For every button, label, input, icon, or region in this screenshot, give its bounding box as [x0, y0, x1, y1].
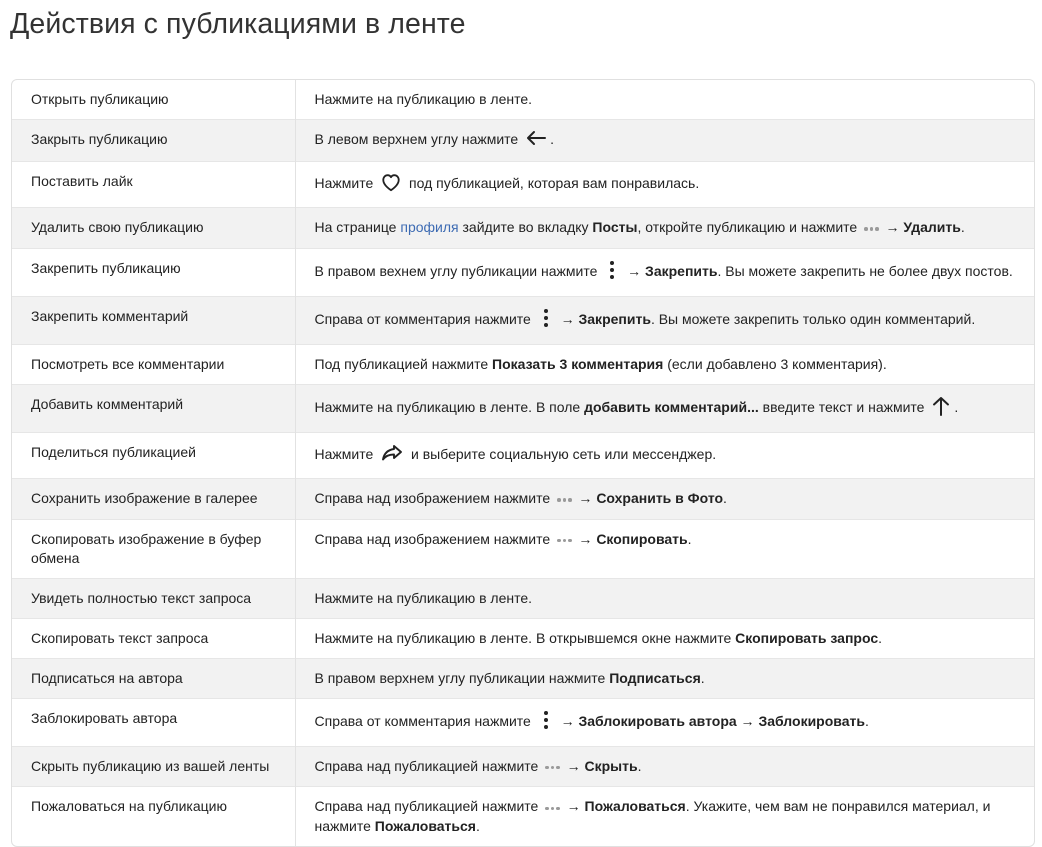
description-text: Справа от комментария нажмите	[314, 712, 535, 729]
description-text: и выберите социальную сеть или мессенджер.	[407, 446, 717, 462]
description-cell	[295, 120, 1034, 162]
description-text: , откройте публикацию и нажмите	[637, 219, 862, 235]
description-text: →	[574, 489, 597, 506]
description-text: Нажмите на публикацию в ленте.	[314, 91, 533, 107]
ui-element-name: Подписаться	[609, 669, 701, 686]
description-cell	[295, 432, 1034, 478]
description-text: (если добавлено 3 комментария).	[663, 355, 887, 372]
description-text: зайдите во вкладку	[458, 219, 593, 235]
description-cell	[295, 658, 1034, 698]
description-text: →	[623, 263, 646, 279]
table-row	[12, 578, 1034, 618]
description-text: Справа над изображением нажмите	[314, 489, 555, 506]
more-horizontal-icon	[544, 798, 561, 817]
description-cell	[295, 248, 1034, 296]
table-row	[12, 519, 1034, 578]
more-horizontal-icon	[556, 490, 573, 509]
action-cell: Посмотреть все комментарии	[12, 344, 295, 384]
description-text: введите текст и нажмите	[758, 399, 929, 415]
description-text: В правом верхнем углу публикации нажмите	[314, 669, 610, 686]
description-cell	[295, 208, 1034, 249]
more-vertical-icon	[538, 709, 554, 736]
description-text: →	[574, 530, 597, 547]
description-text: Нажмите	[314, 446, 378, 462]
table-row	[12, 344, 1034, 384]
description-text: Нажмите на публикацию в ленте. В поле	[314, 399, 585, 415]
description-text: →	[562, 798, 585, 815]
ui-element-name: Скопировать запрос	[735, 629, 879, 646]
action-cell: Открыть публикацию	[12, 80, 295, 120]
description-text: Справа над публикацией нажмите	[314, 798, 543, 815]
table-row	[12, 432, 1034, 478]
description-text: . Вы можете закрепить только один комментарий.	[650, 311, 976, 327]
description-text: →	[562, 757, 585, 774]
arrow-left-icon	[525, 130, 547, 151]
action-cell: Сохранить изображение в галерее	[12, 478, 295, 519]
share-icon	[380, 443, 404, 468]
action-cell: Скопировать текст запроса	[12, 618, 295, 658]
table-row	[12, 80, 1034, 120]
description-text: Нажмите на публикацию в ленте. В открывшемся окне нажмите	[314, 629, 736, 646]
table-row	[12, 658, 1034, 698]
ui-element-name: Заблокировать автора	[578, 712, 737, 729]
table-row	[12, 746, 1034, 787]
action-cell: Скопировать изображение в буфер обмена	[12, 519, 295, 578]
description-text: На странице	[314, 219, 401, 235]
ui-element-name: Сохранить в Фото	[596, 489, 724, 506]
more-horizontal-icon	[863, 219, 880, 238]
description-text: .	[864, 712, 869, 729]
ui-element-name: Посты	[592, 219, 638, 235]
description-text: В левом верхнем углу нажмите	[314, 131, 523, 148]
page-title: Действия с публикациями в ленте	[10, 8, 466, 40]
description-text: .	[550, 131, 554, 148]
action-cell: Закрепить публикацию	[12, 248, 295, 296]
actions-table-body	[12, 80, 1034, 846]
action-cell: Удалить свою публикацию	[12, 208, 295, 249]
actions-table	[11, 79, 1035, 847]
action-cell: Увидеть полностью текст запроса	[12, 578, 295, 618]
profile-link[interactable]: профиля	[400, 219, 459, 235]
heart-icon	[380, 172, 402, 197]
description-cell	[295, 698, 1034, 746]
action-cell: Скрыть публикацию из вашей ленты	[12, 746, 295, 787]
description-text: .	[954, 399, 959, 415]
description-cell	[295, 578, 1034, 618]
description-text: под публикацией, которая вам понравилась.	[405, 175, 700, 192]
ui-element-name: Пожаловаться	[584, 798, 686, 815]
description-text: Справа над публикацией нажмите	[314, 757, 543, 774]
ui-element-name: Удалить	[903, 219, 961, 235]
description-text: →	[556, 712, 579, 729]
description-cell	[295, 478, 1034, 519]
description-text: →	[736, 712, 759, 729]
arrow-up-icon	[931, 395, 951, 422]
action-cell: Пожаловаться на публикацию	[12, 787, 295, 846]
table-row	[12, 698, 1034, 746]
action-cell: Добавить комментарий	[12, 384, 295, 432]
more-horizontal-icon	[544, 757, 561, 776]
description-text: . Укажите, чем вам не понравился материал, и нажмите	[314, 798, 991, 835]
description-text: →	[556, 311, 579, 327]
ui-element-name: Заблокировать	[758, 712, 865, 729]
description-text: →	[881, 219, 904, 235]
action-cell: Закрепить комментарий	[12, 296, 295, 344]
table-row	[12, 248, 1034, 296]
table-row	[12, 618, 1034, 658]
description-cell	[295, 296, 1034, 344]
description-text: Под публикацией нажмите	[314, 355, 493, 372]
table-row	[12, 208, 1034, 249]
description-cell	[295, 80, 1034, 120]
description-cell	[295, 384, 1034, 432]
ui-element-name: Скрыть	[584, 757, 638, 774]
description-text: Нажмите на публикацию в ленте.	[314, 589, 533, 606]
ui-element-name: Пожаловаться	[374, 818, 476, 835]
description-text: .	[475, 818, 480, 835]
ui-element-name: добавить комментарий...	[584, 399, 759, 415]
ui-element-name: Скопировать	[596, 530, 688, 547]
ui-element-name: Закрепить	[645, 263, 718, 279]
description-cell	[295, 162, 1034, 208]
table-row	[12, 162, 1034, 208]
action-cell: Поставить лайк	[12, 162, 295, 208]
action-cell: Подписаться на автора	[12, 658, 295, 698]
description-cell	[295, 787, 1034, 846]
description-text: . Вы можете закрепить не более двух постов.	[717, 263, 1013, 279]
description-text: В правом вехнем углу публикации нажмите	[314, 263, 602, 279]
description-cell	[295, 519, 1034, 578]
description-text: Справа от комментария нажмите	[314, 311, 535, 327]
action-cell: Поделиться публикацией	[12, 432, 295, 478]
more-horizontal-icon	[556, 530, 573, 549]
description-text: .	[960, 219, 965, 235]
more-vertical-icon	[538, 307, 554, 334]
description-text: Нажмите	[314, 175, 378, 192]
description-cell	[295, 746, 1034, 787]
description-cell	[295, 618, 1034, 658]
action-cell: Закрыть публикацию	[12, 120, 295, 162]
table-row	[12, 296, 1034, 344]
action-cell: Заблокировать автора	[12, 698, 295, 746]
table-row	[12, 120, 1034, 162]
table-row	[12, 478, 1034, 519]
more-vertical-icon	[604, 259, 620, 286]
description-text: .	[637, 757, 642, 774]
description-text: .	[723, 489, 727, 506]
ui-element-name: Закрепить	[578, 311, 651, 327]
ui-element-name: Показать 3 комментария	[492, 355, 664, 372]
description-text: Справа над изображением нажмите	[314, 530, 555, 547]
table-row	[12, 384, 1034, 432]
description-text: .	[700, 669, 705, 686]
table-row	[12, 787, 1034, 846]
description-text: .	[687, 530, 692, 547]
description-text: .	[878, 629, 882, 646]
description-cell	[295, 344, 1034, 384]
